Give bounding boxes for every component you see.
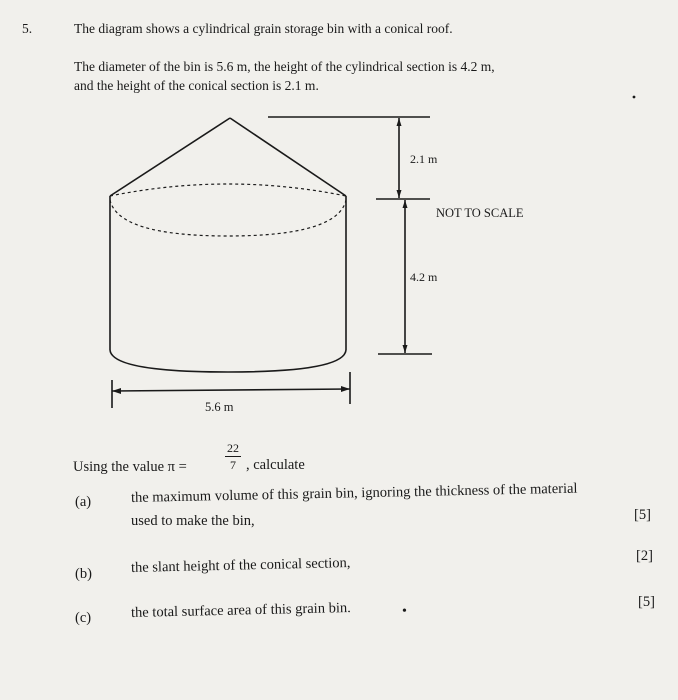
cone-height-arrow-top <box>397 118 402 126</box>
not-to-scale-note: NOT TO SCALE <box>436 206 524 220</box>
question-details-line2: and the height of the conical section is 2.1 m. <box>74 78 319 93</box>
cylinder-height-arrow-bottom <box>403 345 408 353</box>
instruction-suffix: , calculate <box>246 457 305 473</box>
instruction-prefix: Using the value π = <box>73 459 187 475</box>
part-c-text: the total surface area of this grain bin. <box>130 600 351 621</box>
part-a-marks: [5] <box>634 507 651 523</box>
pi-fraction <box>223 441 243 472</box>
question-intro: The diagram shows a cylindrical grain storage bin with a conical roof. <box>74 21 453 36</box>
stray-dot <box>633 96 636 99</box>
part-b-label: (b) <box>75 566 92 582</box>
diameter-label: 5.6 m <box>205 400 234 414</box>
diameter-arrow-right <box>341 386 350 392</box>
part-a-text-line2: used to make the bin, <box>131 513 255 529</box>
diameter-arrow-left <box>112 388 121 394</box>
part-a-text-line1: the maximum volume of this grain bin, ignoring the thickness of the material <box>130 480 578 506</box>
cone-height-label: 2.1 m <box>410 152 438 166</box>
part-b-marks: [2] <box>636 548 653 564</box>
part-a-label: (a) <box>75 494 92 510</box>
pi-denominator: 7 <box>230 458 236 472</box>
diameter-arrow-line <box>112 389 350 391</box>
cylinder-bottom-front <box>110 350 346 372</box>
cylinder-height-arrow-top <box>403 200 408 208</box>
question-number: 5. <box>22 21 33 36</box>
stray-bullet: • <box>402 604 407 619</box>
cylinder-height-label: 4.2 m <box>410 270 438 284</box>
cone-height-arrow-bottom <box>397 190 402 198</box>
cone-base-back <box>110 184 346 196</box>
part-b-text: the slant height of the conical section, <box>130 555 351 576</box>
part-c-label: (c) <box>75 610 92 626</box>
question-details-line1: The diameter of the bin is 5.6 m, the height of the cylindrical section is 4.2 m, <box>74 59 495 74</box>
fraction-bar <box>225 456 241 457</box>
pi-numerator: 22 <box>227 441 239 455</box>
part-c-marks: [5] <box>638 594 655 610</box>
cylinder-top-front <box>110 200 346 236</box>
